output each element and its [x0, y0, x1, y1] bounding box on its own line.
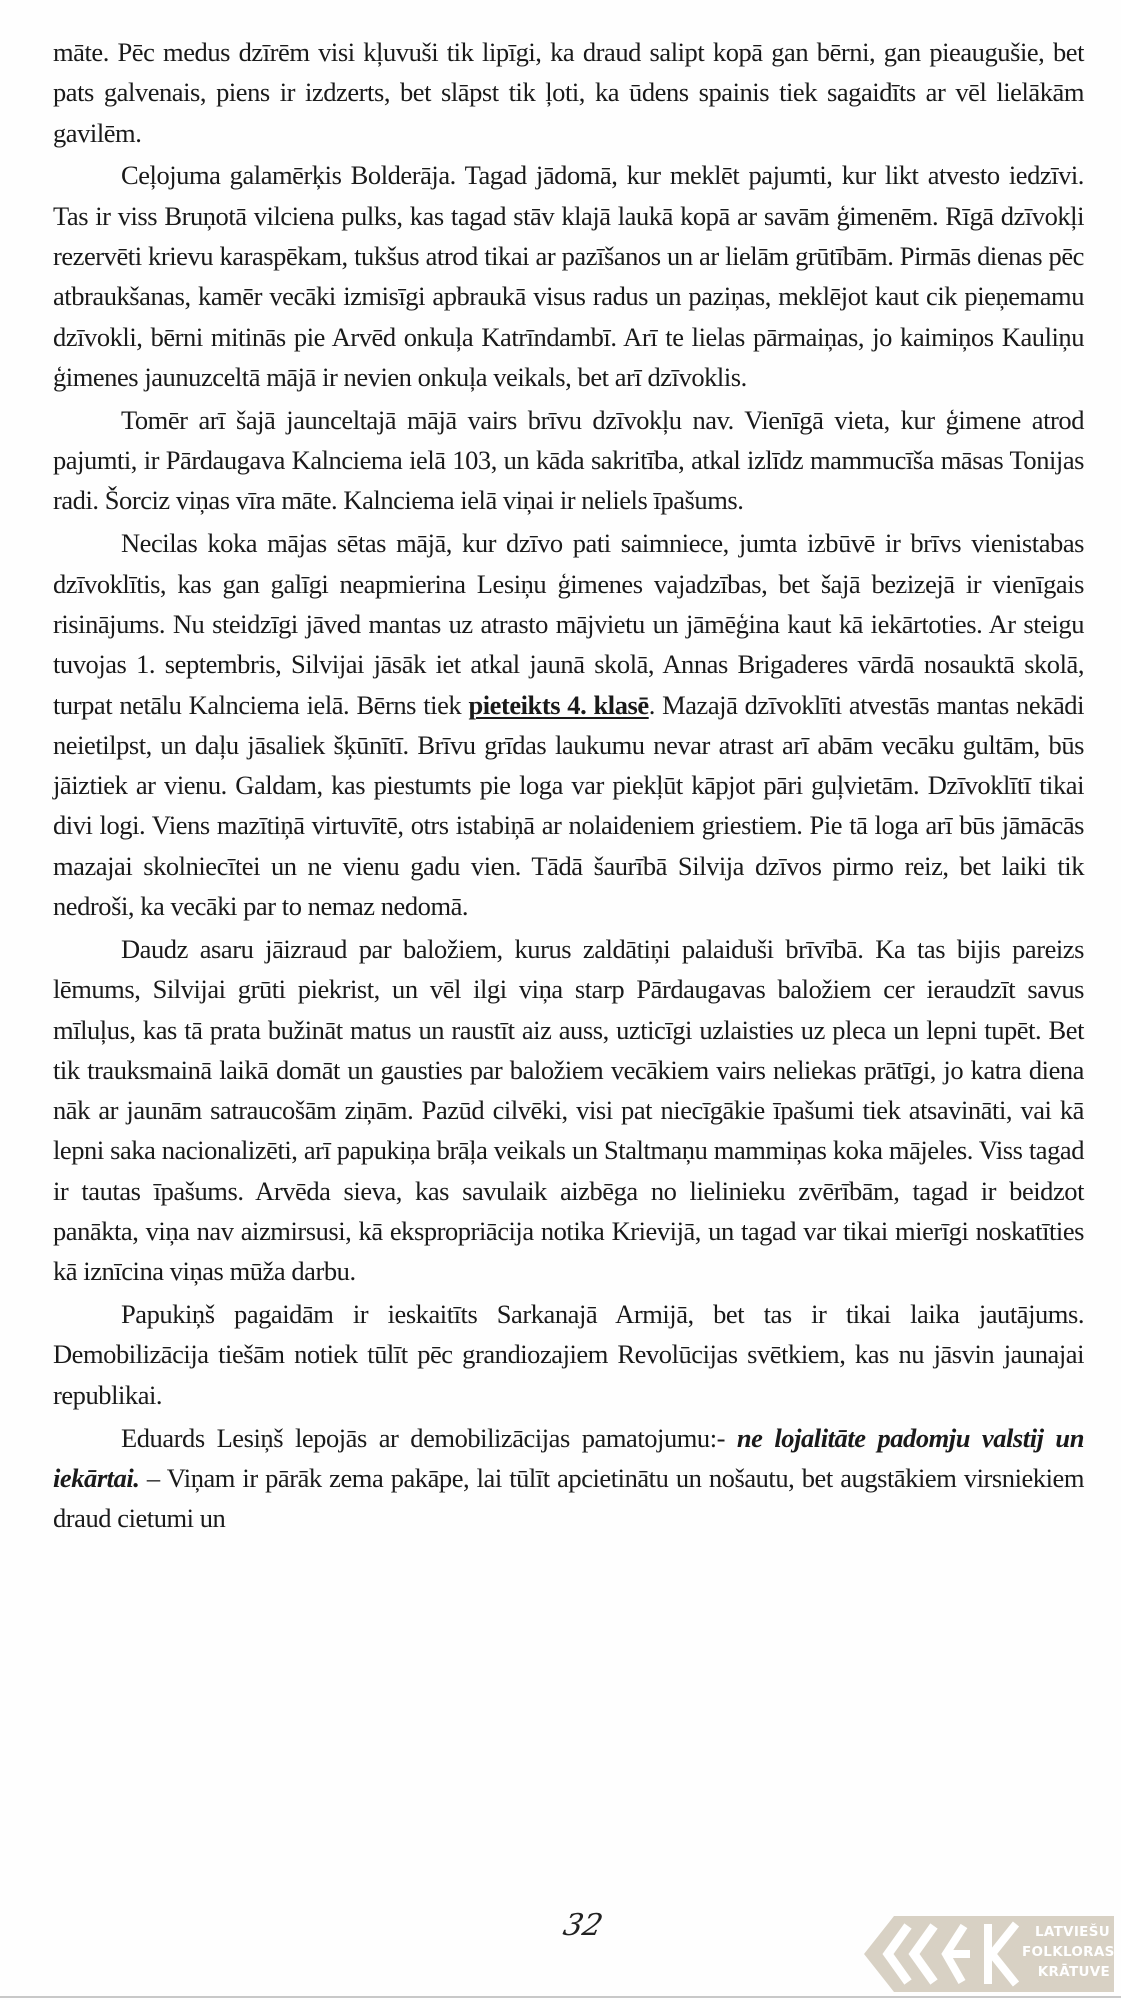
logo-line-2: FOLKLORAS [1022, 1944, 1115, 1960]
paragraph [53, 155, 1084, 397]
paragraph [53, 32, 1084, 153]
paragraph-text: Daudz asaru jāizraud par baložiem, kurus zaldātiņi palaiduši brīvībā. Ka tas bijis pareizs lēmums, Silvijai grūti piekrist, un vēl ilgi viņa starp Pārdaugavas baložiem cer ieraudzīt savus mīluļus, kas tā prata bužināt matus un raustīt aiz auss, uzticīgi uzlaisties uz pleca un lepni tupēt. Bet tik trauksmainā laikā domāt un gausties par baložiem vecākiem vairs neliekas prātīgi, jo katra diena nāk ar jaunām satraucošām ziņām. Pazūd cilvēki, visi pat niecīgākie īpašumi tiek atsavināti, vai kā lepni saka nacionalizēti, arī papukiņa brāļa veikals un Staltmaņu mammiņas koka mājeles. Viss tagad ir tautas īpašums. Arvēda sieva, kas savulaik aizbēga no lielinieku zvērībām, tagad ir beidzot panākta, viņa nav aizmirsusi, kā ekspropriācija notika Krievijā, un tagad var tikai mierīgi noskatīties kā iznīcina viņas mūža darbu. [53, 933, 1084, 1287]
paragraph-text: Necilas koka mājas sētas mājā, kur dzīvo pati saimniece, jumta izbūvē ir brīvs vienistabas dzīvoklītis, kas gan galīgi neapmierina Lesiņu ģimenes vajadzības, bet šajā bezizejā ir vienīgais risinājums. Nu steidzīgi jāved mantas uz atrasto mājvietu un jāmēģina kaut kā iekārtoties. Ar steigu tuvojas 1. septembris, Silvijai jāsāk iet atkal jaunā skolā, Annas Brigaderes vārdā nosauktā skolā, turpat netālu Kalnciema ielā. Bērns tiek [53, 528, 1084, 720]
paragraph-text: Eduards Lesiņš lepojās ar demobilizācijas pamatojumu:- [121, 1422, 737, 1453]
page-number: 32 [560, 1908, 606, 1943]
document-body-text [53, 32, 1084, 1541]
paragraph [53, 1418, 1084, 1539]
paragraph [53, 523, 1084, 926]
emphasized-text: pieteikts 4. klasē [468, 689, 649, 720]
lfk-logo-text [1022, 1922, 1115, 1982]
logo-line-1: LATVIEŠU [1035, 1924, 1110, 1940]
paragraph-text: – Viņam ir pārāk zema pakāpe, lai tūlīt apcietinātu un nošautu, bet augstākiem virsniekiem draud cietumi un [53, 1462, 1084, 1534]
paragraph [53, 929, 1084, 1292]
paragraph-text: māte. Pēc medus dzīrēm visi kļuvuši tik lipīgi, ka draud salipt kopā gan bērni, gan pieaugušie, bet pats galvenais, piens ir izdzerts, bet slāpst tik ļoti, ka ūdens spainis tiek sagaidīts ar vēl lielākām gavilēm. [53, 37, 1084, 148]
paragraph [53, 400, 1084, 521]
paragraph-text: Ceļojuma galamērķis Bolderāja. Tagad jādomā, kur meklēt pajumti, kur likt atvesto iedzīvi. Tas ir viss Bruņotā vilciena pulks, kas tagad stāv klajā laukā kopā ar savām ģimenēm. Rīgā dzīvokļi rezervēti krievu karaspēkam, tukšus atrod tikai ar pazīšanos un ar lielām grūtībām. Pirmās dienas pēc atbraukšanas, kamēr vecāki izmisīgi apbraukā visus radus un paziņas, meklējot kaut cik pieņemamu dzīvokli, bērni mitinās pie Arvēd onkuļa Katrīndambī. Arī te lielas pārmaiņas, jo kaimiņos Kauliņu ģimenes jaunuzceltā mājā ir nevien onkuļa veikals, bet arī dzīvoklis. [53, 160, 1084, 392]
paragraph-text: Papukiņš pagaidām ir ieskaitīts Sarkanajā Armijā, bet tas ir tikai laika jautājums. Demobilizācija tiešām notiek tūlīt pēc grandiozajiem Revolūcijas svētkiem, kas nu jāsvin jaunajai republikai. [53, 1299, 1084, 1410]
paragraph [53, 1294, 1084, 1415]
logo-line-3: KRĀTUVE [1037, 1964, 1110, 1980]
quoted-emphasis: ne lojalitāte padomju valstij un iekārtai. [53, 1422, 1084, 1493]
scan-bottom-edge [0, 1996, 1121, 1998]
paragraph-text: Tomēr arī šajā jaunceltajā mājā vairs brīvu dzīvokļu nav. Vienīgā vieta, kur ģimene atrod pajumti, ir Pārdaugava Kalnciema ielā 103, un kāda sakritība, atkal izlīdz mammucīša māsas Tonijas radi. Šorciz viņas vīra māte. Kalnciema ielā viņai ir neliels īpašums. [53, 404, 1084, 516]
paragraph-text: . Mazajā dzīvoklīti atvestās mantas nekādi neietilpst, un daļu jāsaliek šķūnītī. Brīvu grīdas laukumu nevar atrast arī abām vecāku gultām, būs jāiztiek ar vienu. Galdam, kas piestumts pie loga var piekļūt kāpjot pāri guļvietām. Dzīvoklītī tikai divi logi. Viens mazītiņā virtuvītē, otrs istabiņā ar nolaideniem griestiem. Pie tā loga arī būs jāmācās mazajai skolniecītei un ne vienu gadu vien. Tādā šaurībā Silvija dzīvos pirmo reiz, bet laiki tik nedroši, ka vecāki par to nemaz nedomā. [53, 689, 1084, 922]
